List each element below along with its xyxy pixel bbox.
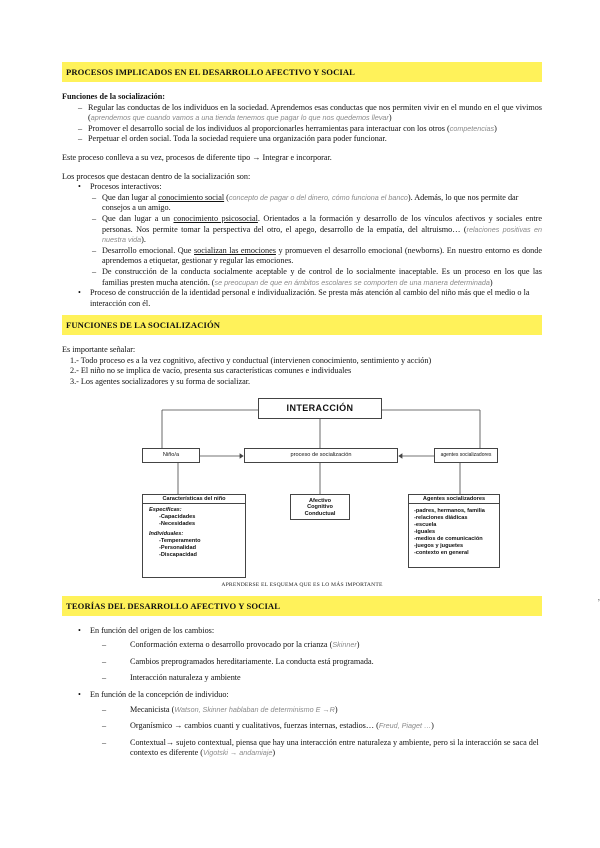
list-item: • En función de la concepción de individuo:: [78, 690, 229, 700]
nino-box: Niño/a: [142, 448, 200, 463]
list-item: – Cambios preprogramados hereditariamente. La conducta está programada.: [102, 656, 374, 666]
list-item: – Promover el desarrollo social de los individuos al proporcionarles herramientas para interactuar con los otros (competencias): [78, 123, 497, 133]
heading-procesos: PROCESOS IMPLICADOS EN EL DESARROLLO AFECTIVO Y SOCIAL: [62, 62, 542, 82]
agentes-box: agentes socializadores: [434, 448, 498, 463]
interaccion-box: INTERACCIÓN: [258, 398, 382, 419]
list-item: • Procesos interactivos:: [78, 182, 162, 192]
agentes-list-box: Agentes socializadores -padres, hermanos, familia -relaciones diádicas -escuela -iguales -medios de comunicación -juegos y juguetes -contexto en general: [408, 494, 500, 568]
list-item: – Que dan lugar a un conocimiento psicosocial. Orientados a la formación y desarrollo de los vínculos afectivos y sociales entre personas. Nos permite tomar la perspectiva del otro, el apego, desarrollo de la empatía, del altruismo… (relaciones positivas en nuestra vida).: [92, 213, 542, 245]
list-item: – Conformación externa o desarrollo provocado por la crianza (Skinner): [102, 640, 360, 650]
interaction-diagram: [140, 392, 500, 578]
list-item: • Proceso de construcción de la identidad personal e individualización. Se presta más atención al cambio del niño más que el medio o la interacción con él.: [78, 288, 530, 308]
proceso-box: proceso de socialización: [244, 448, 398, 463]
document-page: [62, 62, 542, 759]
list-item: – Contextual→ sujeto contextual, piensa que hay una interacción entre naturaleza y ambiente, pero si la interacción se saca del contexto es diferente (Vigotski → andamiaje): [102, 737, 539, 758]
heading-funciones: FUNCIONES DE LA SOCIALIZACIÓN: [62, 315, 542, 335]
margin-mark: ,: [597, 592, 600, 602]
point-2: 2.- El niño no se implica de vacío, presenta sus características comunes e individuales: [70, 366, 352, 376]
list-item: – Organísmico → cambios cuanti y cualitativos, fuerzas internas, estadios… (Freud, Piaget …): [102, 721, 434, 731]
procesos-title: Los procesos que destacan dentro de la socialización son:: [62, 171, 251, 181]
funciones-title: Funciones de la socialización:: [62, 92, 166, 101]
dimensiones-box: Afectivo Cognitivo Conductual: [290, 494, 350, 520]
point-3: 3.- Los agentes socializadores y su forma de socializar.: [70, 377, 251, 387]
intro: Es importante señalar:: [62, 345, 136, 355]
list-item: – Regular las conductas de los individuos en la sociedad. Aprendemos esas conductas que nos permiten vivir en el mundo en el que vivimos (aprendemos que cuando vamos a una tienda tenemos que pagar lo que nos quedemos llevar): [78, 102, 542, 123]
caracteristicas-box: Características del niño Específicas: -Capacidades -Necesidades Individuales: -Temperamento -Personalidad -Discapacidad: [142, 494, 246, 578]
list-item: • En función del origen de los cambios:: [78, 625, 215, 635]
proceso-line: Este proceso conlleva a su vez, procesos de diferente tipo → Integrar e incorporar.: [62, 152, 332, 162]
heading-teorias: TEORÍAS DEL DESARROLLO AFECTIVO Y SOCIAL: [62, 596, 542, 616]
point-1: 1.- Todo proceso es a la vez cognitivo, afectivo y conductual (intervienen conocimiento, sentimiento y acción): [70, 355, 432, 365]
list-item: – Que dan lugar al conocimiento social (concepto de pagar o del dinero, cómo funciona el banco). Además, lo que nos permite dar consejos a un amigo.: [92, 192, 519, 213]
list-item: – Perpetuar el orden social. Toda la sociedad requiere una organización para poder funcionar.: [78, 134, 387, 144]
list-item: – Desarrollo emocional. Que socializan las emociones y promueven el desarrollo emocional (newborns). En nuestro entorno es donde aprendemos a etiquetar, gestionar y regular las emociones.: [92, 245, 542, 266]
list-item: – Interacción naturaleza y ambiente: [102, 673, 241, 683]
list-item: – Mecanicista (Watson, Skinner hablaban de determinismo E →R): [102, 704, 338, 714]
list-item: – De construcción de la conducta socialmente aceptable y de control de lo socialmente inaceptable. Es un proceso en los que las familias presten mucha atención. (se preocupan de que en ámbitos escolares se comporten de una manera determinada): [92, 266, 542, 287]
diagram-caption: APRENDERSE EL ESQUEMA QUE ES LO MÁS IMPORTANTE: [221, 581, 383, 588]
